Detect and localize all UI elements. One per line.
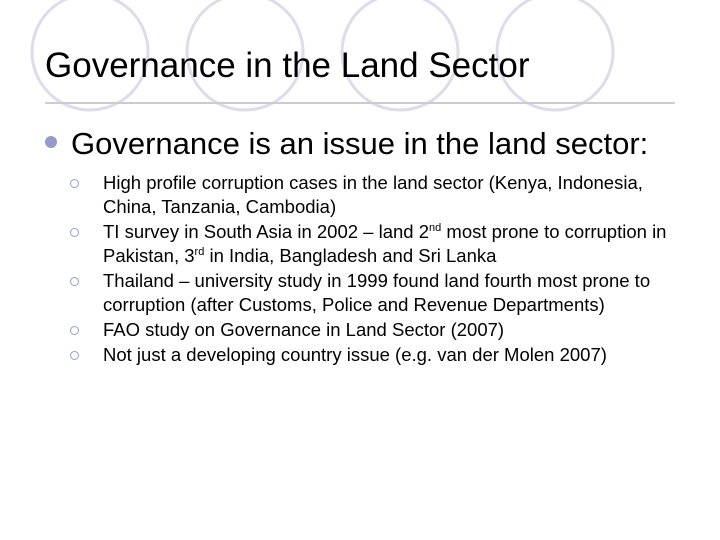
list-item-text: Not just a developing country issue (e.g. van der Molen 2007) <box>103 343 607 365</box>
list-item-text: most prone to corruption in Pakistan, 3 <box>103 221 667 267</box>
list-item <box>70 343 690 367</box>
list-item <box>70 171 690 219</box>
ring-bullet-icon <box>70 351 79 360</box>
title-divider <box>45 102 675 104</box>
sub-bullet-list <box>70 171 690 368</box>
list-item-text: FAO study on Governance in Land Sector (2007) <box>103 319 505 340</box>
list-item <box>70 318 690 342</box>
list-item-text: High profile corruption cases in the land sector (Kenya, Indonesia, China, Tanzania, Cambodia) <box>103 172 643 218</box>
main-bullet <box>45 126 648 162</box>
main-bullet-text: Governance is an issue in the land sector: <box>71 126 649 161</box>
ordinal-suffix: nd <box>429 222 442 234</box>
ordinal-suffix: rd <box>194 246 205 259</box>
ring-bullet-icon <box>70 277 79 286</box>
bullet-dot-icon <box>45 136 57 148</box>
list-item <box>70 220 690 268</box>
list-item-text: TI survey in South Asia in 2002 – land 2 <box>103 221 430 242</box>
ring-bullet-icon <box>70 326 79 335</box>
list-item-text: in India, Bangladesh and Sri Lanka <box>204 245 497 267</box>
slide-title: Governance in the Land Sector <box>45 46 530 85</box>
list-item-text: Thailand – university study in 1999 found land fourth most prone to corruption (after Customs, Police and Revenue Departments) <box>103 270 651 316</box>
list-item <box>70 269 690 317</box>
ring-bullet-icon <box>70 179 79 188</box>
ring-bullet-icon <box>70 228 79 237</box>
